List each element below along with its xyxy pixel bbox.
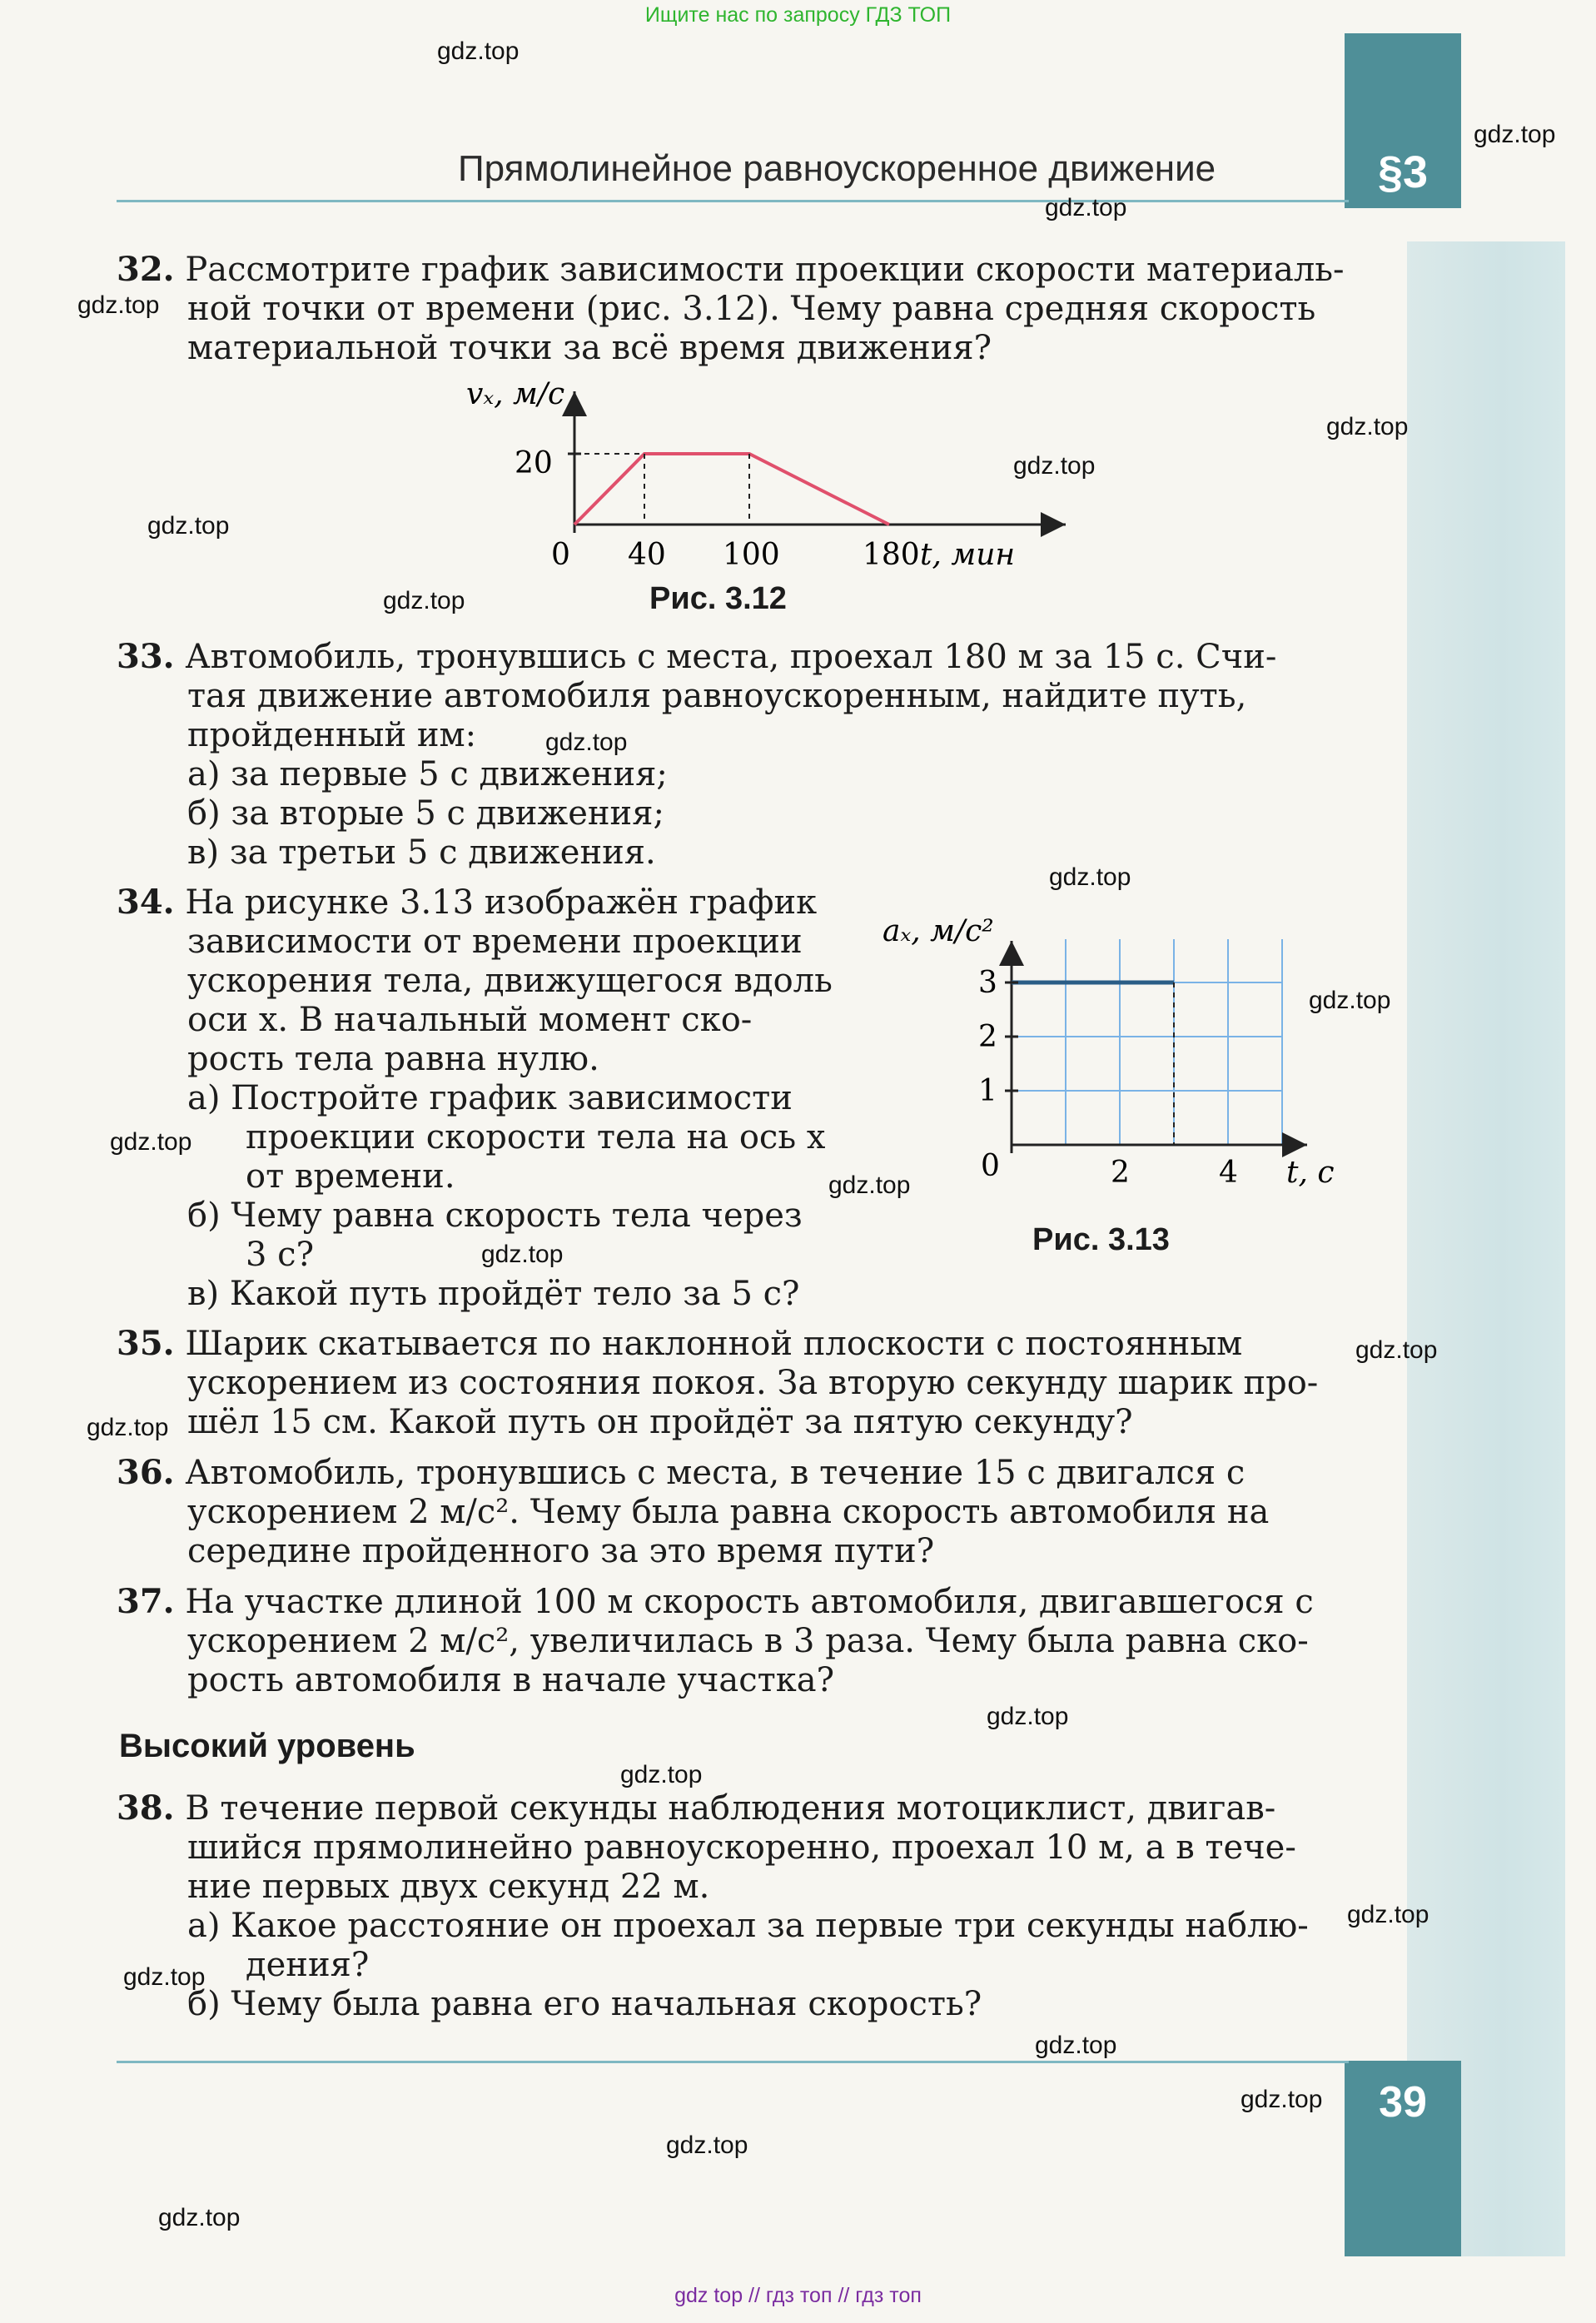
problem-35 <box>117 1324 1349 1442</box>
section-label: §3 <box>1377 147 1429 197</box>
text-line: пройденный им: <box>187 716 477 754</box>
list-item: а) Постройте график зависимости <box>187 1079 793 1117</box>
y-tick-label: 20 <box>515 446 553 480</box>
text-line: ускорением 2 м/с². Чему была равна скорость автомобиля на <box>187 1493 1270 1531</box>
list-item: а) за первые 5 с движения; <box>187 755 668 793</box>
text-line: ние первых двух секунд 22 м. <box>187 1868 710 1906</box>
text-line: Автомобиль, тронувшись с места, проехал 180 м за 15 с. Счи- <box>185 638 1277 676</box>
watermark: gdz.top <box>545 729 628 756</box>
figure-3-13-chart <box>874 908 1357 1191</box>
text-line: рость автомобиля в начале участка? <box>187 1661 835 1699</box>
list-item: в) за третьи 5 с движения. <box>187 833 656 872</box>
section-title: Высокий уровень <box>119 1728 415 1764</box>
figure-3-12-caption: Рис. 3.12 <box>649 581 787 616</box>
watermark: gdz.top <box>1309 987 1391 1014</box>
list-item: в) Какой путь пройдёт тело за 5 с? <box>187 1275 800 1313</box>
list-item: б) Чему равна скорость тела через <box>187 1196 803 1235</box>
watermark: gdz.top <box>77 291 160 319</box>
footer-rule <box>117 2061 1349 2063</box>
watermark: gdz.top <box>666 2131 748 2159</box>
problem-number: 35. <box>117 1324 175 1363</box>
page-number-tab <box>1345 2061 1461 2256</box>
x-tick-label: 0 <box>551 538 570 572</box>
text-line: На участке длиной 100 м скорость автомобиля, двигавшегося с <box>185 1583 1314 1621</box>
text-line: ускорением из состояния покоя. За вторую секунду шарик про- <box>187 1364 1319 1402</box>
watermark: gdz.top <box>437 37 520 65</box>
text-line: ной точки от времени (рис. 3.12). Чему равна средняя скорость <box>187 290 1316 328</box>
text-line: В течение первой секунды наблюдения мотоциклист, двигав- <box>185 1789 1276 1828</box>
text-line: шийся прямолинейно равноускоренно, проехал 10 м, а в тече- <box>187 1828 1296 1867</box>
list-item: а) Какое расстояние он проехал за первые три секунды наблю- <box>187 1907 1309 1945</box>
list-item: б) за вторые 5 с движения; <box>187 794 664 833</box>
text-line: материальной точки за всё время движения? <box>187 329 992 367</box>
list-item: 3 с? <box>246 1236 315 1274</box>
header-rule <box>117 200 1349 202</box>
watermark: gdz.top <box>1355 1336 1438 1364</box>
x-tick-label: 4 <box>1219 1156 1238 1190</box>
text-line: ускорения тела, движущегося вдоль <box>187 962 833 1000</box>
x-tick-label: 0 <box>981 1149 1000 1183</box>
page-number: 39 <box>1379 2078 1427 2127</box>
watermark: gdz.top <box>1474 121 1556 148</box>
x-tick-label: 100 <box>723 538 780 572</box>
watermark: gdz.top <box>481 1241 564 1268</box>
text-line: рость тела равна нулю. <box>187 1040 599 1078</box>
watermark: gdz.top <box>147 512 230 540</box>
y-tick-label: 2 <box>978 1020 997 1054</box>
text-line: тая движение автомобиля равноускоренным, найдите путь, <box>187 677 1247 715</box>
y-tick-label: 1 <box>978 1074 997 1108</box>
text-line: Шарик скатывается по наклонной плоскости с постоянным <box>185 1325 1243 1363</box>
watermark: gdz.top <box>828 1171 911 1199</box>
text-line: середине пройденного за это время пути? <box>187 1532 935 1570</box>
watermark: gdz.top <box>620 1761 703 1788</box>
y-axis-label: vₓ, м/с <box>466 377 565 411</box>
page-header-title: Прямолинейное равноускоренное движение <box>458 148 1216 189</box>
bottom-note: gdz top // гдз топ // гдз топ <box>674 2284 922 2307</box>
watermark: gdz.top <box>1326 413 1409 440</box>
watermark: gdz.top <box>383 587 465 614</box>
watermark: gdz.top <box>1035 2032 1117 2059</box>
problem-number: 37. <box>117 1582 175 1621</box>
x-tick-label: 40 <box>628 538 666 572</box>
text-line: На рисунке 3.13 изображён график <box>185 883 818 922</box>
figure-3-12-chart <box>466 366 1066 583</box>
x-tick-label: 2 <box>1111 1156 1130 1190</box>
figure-3-13-caption: Рис. 3.13 <box>1032 1222 1170 1257</box>
list-item: б) Чему была равна его начальная скорость? <box>187 1985 982 2023</box>
watermark: gdz.top <box>110 1128 192 1156</box>
section-tab <box>1345 33 1461 208</box>
x-axis-label: t, мин <box>920 538 1016 572</box>
problem-number: 32. <box>117 250 175 289</box>
x-axis-label: t, с <box>1286 1156 1335 1190</box>
watermark: gdz.top <box>1347 1901 1429 1928</box>
top-note: Ищите нас по запросу ГДЗ ТОП <box>644 3 952 27</box>
watermark: gdz.top <box>1241 2086 1323 2113</box>
text-line: Рассмотрите график зависимости проекции скорости материаль- <box>185 251 1345 289</box>
problem-number: 38. <box>117 1788 175 1828</box>
problem-37 <box>117 1582 1349 1700</box>
problem-32 <box>117 250 1349 368</box>
x-tick-label: 180 <box>863 538 920 572</box>
list-item: от времени. <box>246 1157 455 1196</box>
problem-33 <box>117 637 1349 873</box>
list-item: дения? <box>246 1946 370 1984</box>
watermark: gdz.top <box>987 1703 1069 1730</box>
problem-number: 33. <box>117 637 175 676</box>
velocity-series-line <box>574 454 889 525</box>
list-item: проекции скорости тела на ось x <box>246 1118 826 1157</box>
problem-36 <box>117 1453 1349 1571</box>
watermark: gdz.top <box>1013 452 1096 480</box>
watermark: gdz.top <box>1049 863 1131 891</box>
problem-38 <box>117 1788 1349 2024</box>
watermark: gdz.top <box>158 2204 241 2231</box>
problem-number: 36. <box>117 1453 175 1492</box>
watermark: gdz.top <box>1045 194 1127 221</box>
problem-number: 34. <box>117 883 175 922</box>
text-line: оси x. В начальный момент ско- <box>187 1001 753 1039</box>
text-line: шёл 15 см. Какой путь он пройдёт за пятую секунду? <box>187 1403 1133 1441</box>
watermark: gdz.top <box>87 1414 169 1441</box>
y-axis-label: aₓ, м/с² <box>883 914 994 948</box>
text-line: ускорением 2 м/с², увеличилась в 3 раза. Чему была равна ско- <box>187 1622 1309 1660</box>
margin-band <box>1407 241 1565 2256</box>
text-line: зависимости от времени проекции <box>187 923 803 961</box>
text-line: Автомобиль, тронувшись с места, в течение 15 с двигался с <box>185 1454 1245 1492</box>
y-tick-label: 3 <box>978 966 997 1000</box>
watermark: gdz.top <box>123 1963 206 1991</box>
